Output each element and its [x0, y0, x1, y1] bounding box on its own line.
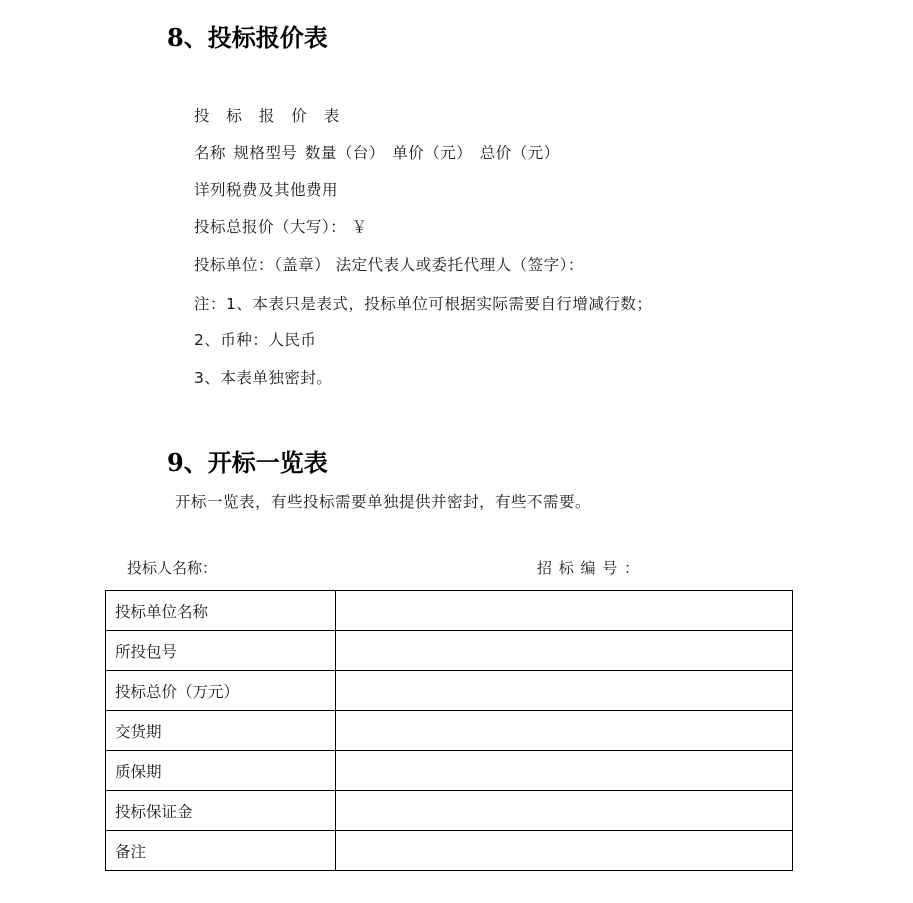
quote-columns-line: 名称 规格型号 数量（台） 单价（元） 总价（元）: [194, 144, 560, 162]
tender-number-label: 招 标 编 号 ：: [537, 559, 641, 577]
row-value-field[interactable]: [336, 831, 793, 871]
row-label: 质保期: [106, 751, 336, 791]
row-label: 交货期: [106, 711, 336, 751]
row-label: 备注: [106, 831, 336, 871]
section-9-heading: 9、开标一览表: [167, 448, 328, 477]
signature-line: 投标单位：（盖章） 法定代表人或委托代理人（签字）：: [194, 256, 584, 274]
table-row: [106, 831, 793, 871]
note-2: 2、币种：人民币: [194, 331, 317, 349]
row-label: 投标保证金: [106, 791, 336, 831]
row-value-field[interactable]: [336, 711, 793, 751]
note-1: 注：1、本表只是表式，投标单位可根据实际需要自行增减行数；: [194, 295, 653, 313]
row-label: 投标总价（万元）: [106, 671, 336, 711]
table-row: [106, 751, 793, 791]
table-row: [106, 631, 793, 671]
row-value-field[interactable]: [336, 751, 793, 791]
note-3: 3、本表单独密封。: [194, 369, 333, 387]
section-8-heading: 8、投标报价表: [167, 23, 328, 52]
table-row: [106, 591, 793, 631]
table-row: [106, 671, 793, 711]
quote-table-title: 投 标 报 价 表: [194, 107, 346, 125]
bid-opening-table: [105, 590, 793, 871]
table-row: [106, 711, 793, 751]
row-value-field[interactable]: [336, 671, 793, 711]
row-label: 所投包号: [106, 631, 336, 671]
bidder-name-label: 投标人名称：: [127, 559, 218, 577]
row-value-field[interactable]: [336, 791, 793, 831]
table-row: [106, 791, 793, 831]
row-label: 投标单位名称: [106, 591, 336, 631]
total-price-line: 投标总报价（大写）： ￥: [194, 218, 368, 236]
taxes-line: 详列税费及其他费用: [194, 181, 339, 199]
row-value-field[interactable]: [336, 631, 793, 671]
row-value-field[interactable]: [336, 591, 793, 631]
section-9-description: 开标一览表，有些投标需要单独提供并密封，有些不需要。: [175, 493, 592, 511]
